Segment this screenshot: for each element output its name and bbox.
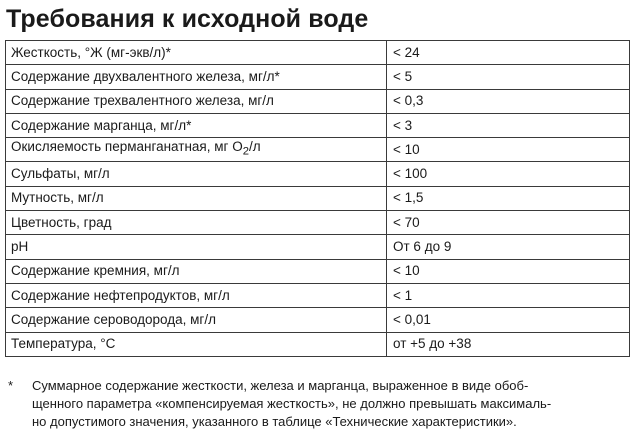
value-cell: < 5 (387, 65, 630, 89)
page-title: Требования к исходной воде (6, 5, 369, 33)
param-cell: pH (6, 235, 387, 259)
param-cell: Содержание нефтепродуктов, мг/л (6, 283, 387, 307)
param-cell: Цветность, град (6, 211, 387, 235)
param-cell: Содержание двухвалентного железа, мг/л* (6, 65, 387, 89)
table-row (6, 211, 630, 235)
table-row (6, 308, 630, 332)
param-cell (6, 138, 387, 162)
footnote (8, 377, 628, 431)
param-cell: Содержание трехвалентного железа, мг/л (6, 89, 387, 113)
footnote-line: Суммарное содержание жесткости, железа и марганца, выраженное в виде обоб- (32, 378, 529, 393)
value-cell: < 10 (387, 259, 630, 283)
table-row (6, 41, 630, 65)
value-cell: < 10 (387, 138, 630, 162)
value-cell: < 1,5 (387, 186, 630, 210)
table-row (6, 283, 630, 307)
value-cell: < 1 (387, 283, 630, 307)
param-cell: Температура, °С (6, 332, 387, 356)
param-cell: Содержание кремния, мг/л (6, 259, 387, 283)
value-cell: < 24 (387, 41, 630, 65)
value-cell: < 0,3 (387, 89, 630, 113)
table-row (6, 138, 630, 162)
value-cell: От 6 до 9 (387, 235, 630, 259)
table-row (6, 186, 630, 210)
value-cell: < 100 (387, 162, 630, 186)
table-row (6, 259, 630, 283)
param-cell: Жесткость, °Ж (мг-экв/л)* (6, 41, 387, 65)
requirements-table (5, 40, 630, 357)
footnote-line: щенного параметра «компенсируемая жесткость», не должно превышать максималь- (32, 396, 552, 411)
table-row (6, 235, 630, 259)
param-cell: Содержание сероводорода, мг/л (6, 308, 387, 332)
param-cell: Содержание марганца, мг/л* (6, 113, 387, 137)
table-row (6, 89, 630, 113)
table-row (6, 162, 630, 186)
param-text-suffix: /л (248, 139, 261, 155)
table-row (6, 332, 630, 356)
param-subscript: 2 (242, 146, 249, 159)
value-cell: от +5 до +38 (387, 332, 630, 356)
table-row (6, 113, 630, 137)
value-cell: < 70 (387, 211, 630, 235)
param-text: Окисляемость перманганатная, мг O (11, 139, 243, 155)
param-cell: Мутность, мг/л (6, 186, 387, 210)
value-cell: < 3 (387, 113, 630, 137)
footnote-line: но допустимого значения, указанного в таблице «Технические характеристики». (32, 414, 517, 429)
footnote-marker: * (8, 378, 14, 393)
table-row (6, 65, 630, 89)
param-cell: Сульфаты, мг/л (6, 162, 387, 186)
value-cell: < 0,01 (387, 308, 630, 332)
